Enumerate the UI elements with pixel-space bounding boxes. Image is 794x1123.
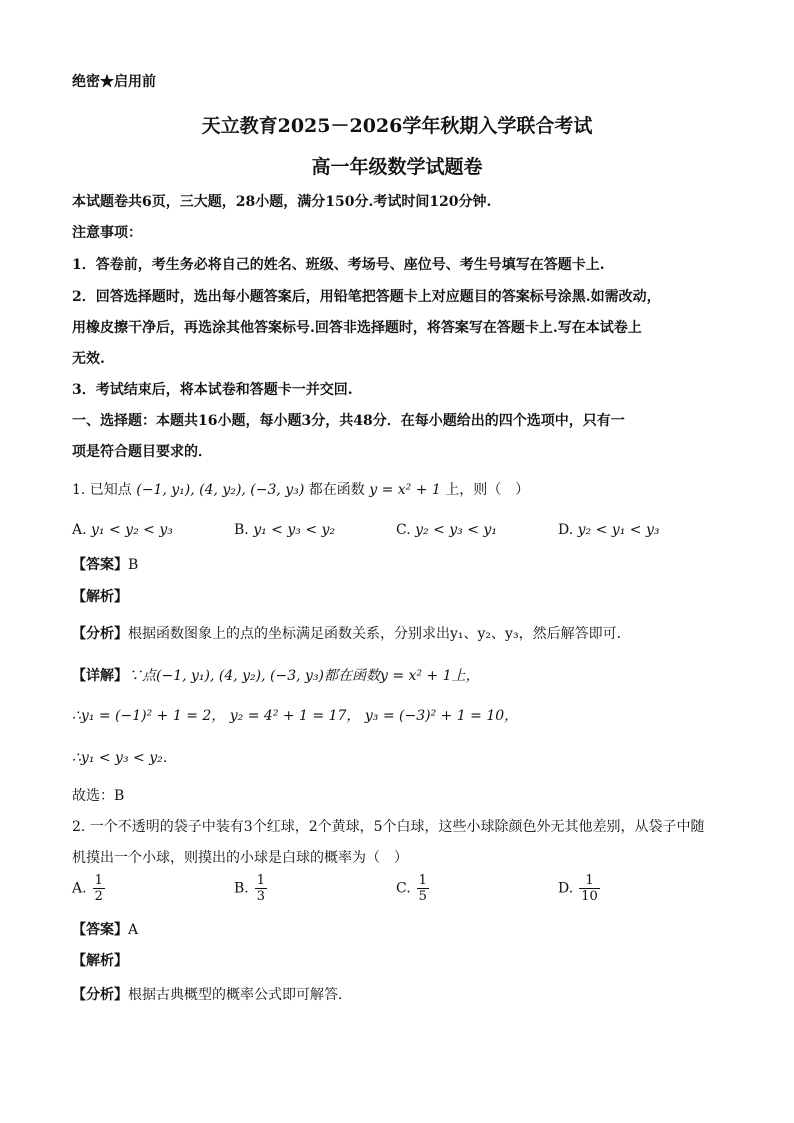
- q1-option-a: A. y₁ < y₂ < y₃: [72, 522, 173, 538]
- q2-option-d: D. $\frac{1}{10}$: [558, 873, 598, 904]
- notice-heading: 注意事项：: [72, 225, 142, 241]
- secret-mark: 绝密★启用前: [72, 74, 156, 90]
- q2-stem-line2: 机摸出一个小球，则摸出的小球是白球的概率为（ ）: [72, 850, 408, 866]
- q1-answer: [72, 555, 724, 575]
- q2-fenxi: 【分析】根据古典概型的概率公式即可解答．: [72, 987, 352, 1003]
- q1-stem-mid: 都在函数: [308, 482, 365, 498]
- q2-option-d-fraction: $\frac{1}{10}$: [581, 873, 598, 904]
- q2-option-a-fraction: $\frac{1}{2}$: [94, 873, 103, 904]
- q1-function: y = x² + 1: [369, 482, 441, 498]
- q1-option-c: C. y₂ < y₃ < y₁: [396, 522, 497, 538]
- q2-option-a: A. $\frac{1}{2}$: [72, 873, 103, 904]
- exam-title: 天立教育2025－2026学年秋期入学联合考试: [201, 115, 593, 137]
- q2-option-b: B. $\frac{1}{3}$: [234, 873, 266, 904]
- q1-option-d: D. y₂ < y₁ < y₃: [558, 522, 660, 538]
- q1-fenxi: 【分析】根据函数图象上的点的坐标满足函数关系，分别求出y₁、y₂、y₃，然后解答即可．: [72, 626, 631, 642]
- notice-2-line1: 2．回答选择题时，选出每小题答案后，用铅笔把答题卡上对应题目的答案标号涂黑.如需改动，: [72, 289, 661, 305]
- q2-answer-tag: 【答案】: [72, 922, 128, 938]
- q1-choose: 故选：B: [72, 788, 125, 804]
- q1-stem: [72, 480, 724, 500]
- q1-points: (−1, y₁), (4, y₂), (−3, y₃): [136, 482, 305, 498]
- q1-conclusion: ∴y₁ < y₃ < y₂．: [72, 750, 177, 766]
- exam-summary: 本试题卷共6页，三大题，28小题，满分150分.考试时间120分钟.: [72, 194, 492, 210]
- q2-stem-line1: 2. 一个不透明的袋子中装有3个红球，2个黄球，5个白球，这些小球除颜色外无其他差别，从袋子中随: [72, 819, 705, 835]
- q1-calc: ∴y₁ = (−1)² + 1 = 2， y₂ = 4² + 1 = 17， y₃ = (−3)² + 1 = 10，: [72, 708, 519, 724]
- notice-2-line2: 用橡皮擦干净后，再选涂其他答案标号.回答非选择题时，将答案写在答题卡上.写在本试卷上: [72, 320, 642, 336]
- notice-2-line3: 无效.: [72, 351, 105, 367]
- q1-stem-suffix: 上，则（ ）: [445, 482, 530, 498]
- q1-xiangjie: 【详解】∵点(−1, y₁), (4, y₂), (−3, y₃)都在函数y = x² + 1上，: [72, 668, 480, 684]
- exam-subtitle: 高一年级数学试题卷: [311, 156, 483, 178]
- q1-answer-value: B: [128, 557, 139, 573]
- q2-option-c: C. $\frac{1}{5}$: [396, 873, 427, 904]
- q2-analysis-tag: 【解析】: [72, 953, 128, 969]
- notice-1: 1．答卷前，考生务必将自己的姓名、班级、考场号、座位号、考生号填写在答题卡上.: [72, 257, 605, 273]
- section1-heading-line2: 项是符合题目要求的．: [72, 444, 212, 460]
- q2-option-c-fraction: $\frac{1}{5}$: [418, 873, 427, 904]
- q1-option-b: B. y₁ < y₃ < y₂: [234, 522, 336, 538]
- q2-option-b-fraction: $\frac{1}{3}$: [256, 873, 266, 904]
- q1-stem-prefix: 1. 已知点: [72, 482, 132, 498]
- q2-answer: [72, 920, 724, 940]
- q1-answer-tag: 【答案】: [72, 557, 128, 573]
- q1-analysis-tag: 【解析】: [72, 589, 128, 605]
- q2-answer-value: A: [128, 922, 139, 938]
- section1-heading-line1: 一、选择题：本题共16小题，每小题3分，共48分．在每小题给出的四个选项中，只有一: [72, 413, 625, 429]
- notice-3: 3．考试结束后，将本试卷和答题卡一并交回.: [72, 382, 353, 398]
